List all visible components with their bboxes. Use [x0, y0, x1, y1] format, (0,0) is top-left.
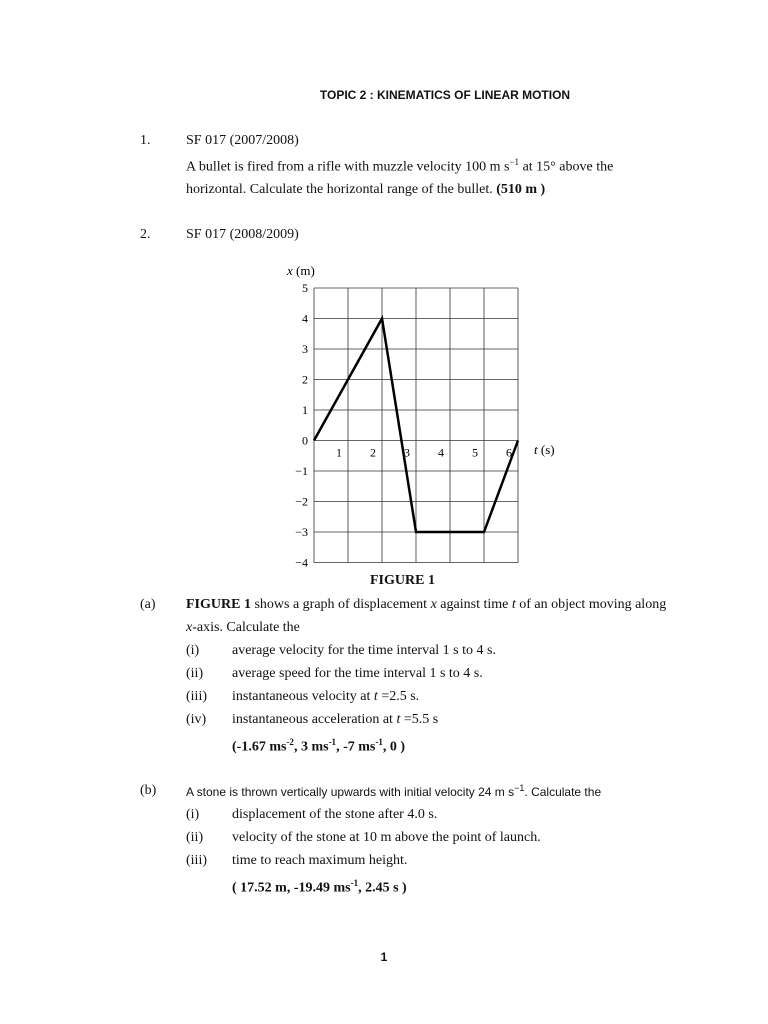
- item-text-a: instantaneous velocity at: [232, 689, 374, 704]
- part-b-label: (b): [140, 783, 157, 798]
- item-text-b: =5.5 s: [400, 712, 439, 727]
- question-1-line2: [186, 182, 545, 198]
- part-a-intro-line2: [186, 620, 300, 636]
- page-number: 1: [380, 950, 388, 964]
- y-tick-label: 0: [302, 433, 308, 448]
- part-a-var-t: t: [511, 597, 516, 612]
- answer-sup: -2: [286, 737, 294, 747]
- q1-text-a: A bullet is fired from a rifle with muzzle velocity 100 m s: [186, 159, 510, 175]
- part-b-intro-sup: −1: [514, 783, 525, 793]
- answer-part: , 0 ): [382, 739, 406, 755]
- displacement-time-graph: [276, 258, 576, 570]
- q1-answer: (510 m ): [496, 182, 546, 197]
- part-a-intro-text-4: -axis. Calculate the: [192, 620, 300, 635]
- part-b-answer: [232, 878, 407, 897]
- part-a-intro: [186, 597, 666, 613]
- part-b-intro-text: A stone is thrown vertically upwards with initial velocity 24 m s: [186, 785, 515, 799]
- part-b-item-text: velocity of the stone at 10 m above the point of launch.: [232, 830, 541, 845]
- part-b-intro-text-2: . Calculate the: [524, 785, 602, 799]
- y-tick-label: 1: [302, 403, 308, 417]
- answer-sup: -1: [375, 737, 383, 747]
- q1-sup: −1: [509, 157, 520, 167]
- part-a-item-text: [232, 712, 438, 728]
- x-tick-label: 3: [404, 445, 410, 460]
- answer-part: , 2.45 s ): [358, 880, 407, 896]
- y-tick-label: −1: [295, 464, 308, 478]
- part-a-label: (a): [140, 597, 156, 612]
- part-a-item-label: (iii): [186, 689, 207, 704]
- part-b-item-label: (iii): [186, 853, 207, 868]
- part-b-item-label: (ii): [186, 830, 204, 845]
- part-a-intro-text-1: shows a graph of displacement: [250, 597, 431, 612]
- part-a-answer: [232, 737, 405, 756]
- page-title: TOPIC 2 : KINEMATICS OF LINEAR MOTION: [319, 88, 571, 102]
- y-tick-label: 3: [302, 342, 308, 356]
- question-2-number: 2.: [140, 227, 151, 242]
- x-tick-label: 4: [438, 445, 444, 460]
- answer-part: ( 17.52 m, -19.49 ms: [232, 880, 351, 896]
- part-a-item-label: (i): [186, 643, 200, 658]
- answer-part: , 3 ms: [293, 739, 329, 755]
- part-a-item-text: average speed for the time interval 1 s to 4 s.: [232, 666, 483, 681]
- x-tick-label: 2: [370, 445, 376, 460]
- part-a-item-text: [232, 689, 419, 705]
- answer-part: (-1.67 ms: [232, 739, 287, 755]
- y-tick-label: 5: [302, 281, 308, 295]
- part-a-item-label: (ii): [186, 666, 204, 681]
- answer-sup: -1: [328, 737, 337, 747]
- y-axis-label: x (m): [287, 263, 315, 278]
- y-tick-label: −2: [295, 494, 308, 509]
- item-var: t: [373, 689, 378, 704]
- answer-sup: -1: [350, 878, 359, 888]
- q1-text-c: horizontal. Calculate the horizontal range of the bullet.: [186, 182, 497, 197]
- x-tick-label: 1: [336, 445, 342, 460]
- part-a-figure-ref: FIGURE 1: [186, 597, 251, 612]
- part-b-intro: [186, 783, 601, 799]
- part-b-item-label: (i): [186, 807, 200, 822]
- part-b-item-text: displacement of the stone after 4.0 s.: [232, 807, 438, 822]
- question-1-source: SF 017 (2007/2008): [186, 133, 299, 148]
- y-tick-label: −3: [295, 525, 308, 539]
- part-a-var-x: x: [430, 597, 437, 612]
- question-1-line1: [186, 157, 613, 176]
- part-a-intro-text-2: against time: [436, 597, 512, 612]
- figure-caption: FIGURE 1: [370, 573, 435, 588]
- y-tick-label: 4: [302, 311, 308, 326]
- x-axis-label: t (s): [534, 442, 555, 457]
- q1-text-b: at 15° above the: [519, 159, 614, 175]
- question-1-number: 1.: [140, 133, 151, 148]
- part-a-intro-text-3: of an object moving along: [515, 597, 667, 612]
- answer-part: , -7 ms: [336, 739, 376, 755]
- item-text-a: instantaneous acceleration at: [232, 712, 397, 727]
- part-a-item-label: (iv): [186, 712, 207, 727]
- part-b-item-text: time to reach maximum height.: [232, 853, 408, 868]
- y-tick-label: −4: [295, 555, 308, 570]
- question-2-source: SF 017 (2008/2009): [186, 227, 299, 242]
- y-tick-label: 2: [302, 372, 308, 387]
- x-tick-label: 5: [472, 445, 478, 460]
- item-var: t: [396, 712, 401, 727]
- item-text-b: =2.5 s.: [377, 689, 420, 704]
- x-tick-label: 6: [506, 445, 512, 460]
- part-a-item-text: average velocity for the time interval 1 s to 4 s.: [232, 643, 496, 658]
- part-a-var-x2: x: [186, 620, 193, 635]
